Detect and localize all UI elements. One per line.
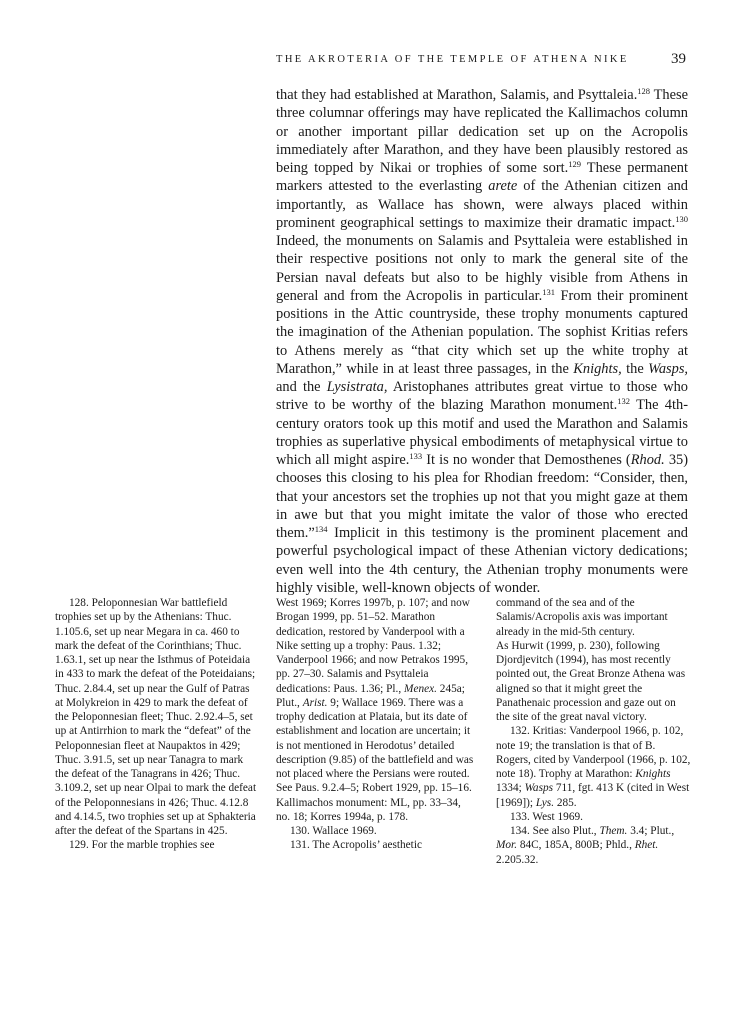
footnote <box>276 596 474 824</box>
text-run: 129. For the marble trophies see <box>69 839 215 852</box>
footnote <box>496 639 692 725</box>
italic-text: Arist. <box>302 696 328 709</box>
footnote-reference: 129 <box>568 159 581 169</box>
text-run: 9; Wallace 1969. There was a trophy dedication at Plataia, but its date of establishment and location are uncertain; it is not mentioned in Herodotus’ detailed description (9.85) of the battlefield and was not placed where the Persians were routed. See Paus. 9.2.4–5; Robert 1929, pp. 15–16. Kallimachos monument: ML, pp. 33–34, no. 18; Korres 1994a, p. 178. <box>276 696 474 823</box>
running-header <box>276 52 686 72</box>
italic-text: Knights, <box>573 360 622 377</box>
text-run: and the <box>276 379 327 395</box>
footnote <box>496 596 692 639</box>
italic-text: Rhet. <box>634 839 659 852</box>
body-paragraph <box>276 86 688 597</box>
text-run: The 4th-century orators took up this motif and used the Marathon and Salamis trophies as superlative physical embodiments of metaphysical virtue to which all might aspire. <box>276 397 688 468</box>
text-run: 711, fgt. 413 K (cited in West [1969]); <box>496 782 690 809</box>
footnote-reference: 130 <box>675 213 688 224</box>
text-run: Implicit in this testimony is the prominent placement and powerful psychological impact of these Athenian victory dedications; even well into the 4th century, the Athenian trophy monuments were highly visible, well-known objects of wonder. <box>276 525 688 596</box>
footnote-reference: 131 <box>542 286 556 297</box>
text-run: the <box>621 360 649 377</box>
running-title: THE AKROTERIA OF THE TEMPLE OF ATHENA NIKE <box>276 54 629 65</box>
footnote-reference: 132 <box>617 396 631 407</box>
text-run: 134. See also Plut., <box>510 825 600 837</box>
footnote <box>496 824 692 867</box>
text-run: that they had established at Marathon, Salamis, and Psyttaleia. <box>276 87 638 103</box>
italic-text: Lys. <box>535 796 555 809</box>
text-run: 128. Peloponnesian War battlefield trophies set up by the Athenians: Thuc. 1.105.6, set up near Megara in ca. 460 to mark the defeat of the Corinthians; Thuc. 1.63.1, set up near the Isthmus of Poteidaia in 433 to mark the defeat of the Poteidaians; Thuc. 2.84.4, set up near the Gulf of Patras at Molykreion in 429 to mark the defeat of the Peloponnesian fleet; Thuc. 2.92.4–5, set up at Antirrhion to mark the “defeat” of the Peloponnesian fleet at Naupaktos in 429; Thuc. 3.91.5, set up near Tanagra to mark the defeat of the Tanagrans in 426; Thuc. 3.109.2, set up near Olpai to mark the defeat of the Peloponnesians in 426; Thuc. 4.12.8 and 4.14.5, two trophies set up at Sphakteria after the defeat of the Spartans in 425. <box>55 597 257 837</box>
text-run: 35) chooses this closing to his plea for Rhodian freedom: “Consider, then, that your ancestors set the trophies up not that you might gaze at them in awe but that you might imitate the valor of those who erected them.” <box>276 452 689 541</box>
italic-text: Menex. <box>404 682 437 695</box>
italic-text: Mor. <box>496 839 518 852</box>
footnote <box>276 824 474 838</box>
italic-text: arete <box>488 178 518 195</box>
text-run: 133. West 1969. <box>510 810 583 823</box>
text-run: of the Athenian citizen and importantly, as Wallace has shown, were always placed within prominent geographical settings to maximize their dramatic impact. <box>276 178 688 231</box>
text-run: 132. Kritias: Vanderpool 1966, p. 102, note 19; the translation is that of B. Rogers, cited by Vanderpool (1966, p. 102, note 18). Trophy at Marathon: <box>496 725 691 780</box>
footnotes-column-1 <box>55 596 258 853</box>
text-run: Aristophanes attributes great virtue to those who strive to be worthy of the blazing Marathon monument. <box>276 379 688 414</box>
text-run: 84C, 185A, 800B; Phld., <box>517 839 635 852</box>
footnote-reference: 133 <box>409 451 423 461</box>
footnote <box>496 724 692 810</box>
footnote-reference: 128 <box>637 86 651 96</box>
text-run: These three columnar offerings may have replicated the Kallimachos column or another important pillar dedication set up on the Acropolis immediately after Marathon, and they have been plausibly restored as being topped by Nikai or trophies of some sort. <box>276 87 688 176</box>
footnote <box>496 810 692 824</box>
text-run: 245a; Plut., <box>276 682 465 709</box>
italic-text: Knights <box>635 768 671 780</box>
footnote <box>55 596 258 838</box>
footnote-reference: 134 <box>314 524 328 534</box>
italic-text: Lysistrata, <box>326 379 388 395</box>
text-run: These permanent markers attested to the everlasting <box>276 160 689 195</box>
text-run: It is no wonder that Demosthenes ( <box>422 452 631 468</box>
footnotes-column-2 <box>276 596 474 853</box>
main-text <box>276 86 688 597</box>
text-run: 130. Wallace 1969. <box>290 825 377 837</box>
text-run: 131. The Acropolis’ aesthetic <box>290 839 422 852</box>
italic-text: Rhod. <box>630 452 665 468</box>
text-run: 2.205.32. <box>496 853 539 866</box>
text-run: From their prominent positions in the Attic countryside, these trophy monuments captured the imagination of the Athenian population. The sophist Kritias refers to Athens merely as “that city which set up the white trophy at Marathon,” while in at least three passages, in the <box>276 287 688 377</box>
text-run: 285. <box>554 796 577 809</box>
footnote <box>276 838 474 852</box>
text-run: West 1969; Korres 1997b, p. 107; and now Brogan 1999, pp. 51–52. Marathon dedication, restored by Vanderpool with a Nike setting up a trophy: Paus. 1.32; Vanderpool 1966; and now Petrakos 1995, pp. 27–30. Salamis and Psyttaleia dedications: Paus. 1.36; Pl., <box>276 597 470 695</box>
italic-text: Them. <box>599 825 628 837</box>
text-run: 3.4; Plut., <box>627 825 675 837</box>
text-run: command of the sea and of the Salamis/Acropolis axis was important already in the mid-5th century. <box>496 597 668 638</box>
italic-text: Wasps <box>524 782 554 795</box>
page-number: 39 <box>671 51 686 67</box>
text-run: Indeed, the monuments on Salamis and Psyttaleia were established in their respective positions not only to mark the general site of the Persian naval defeats but also to be highly visible from Athens in general and from the Acropolis in particular. <box>276 233 688 304</box>
italic-text: Wasps, <box>648 360 689 377</box>
footnote <box>55 838 258 852</box>
text-run: As Hurwit (1999, p. 230), following Djordjevitch (1994), has most recently pointed out, the Great Bronze Athena was aligned so that it might greet the Panathenaic procession and gaze out on the site of the great naval victory. <box>496 639 686 723</box>
footnotes-column-3 <box>496 596 692 867</box>
text-run: 1334; <box>496 782 525 795</box>
